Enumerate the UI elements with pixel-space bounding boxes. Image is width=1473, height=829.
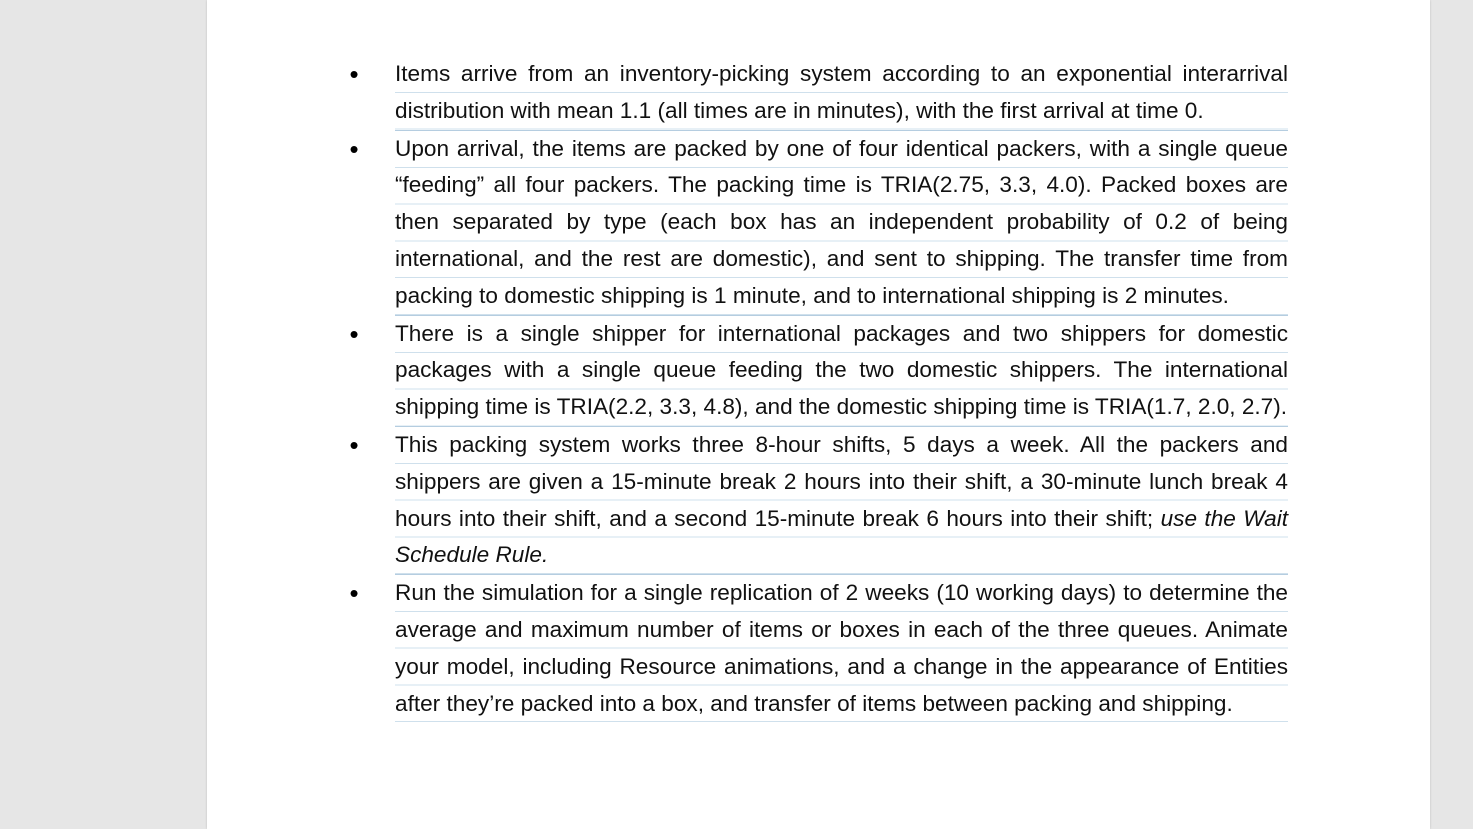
bullet-icon: • xyxy=(349,133,359,164)
list-item xyxy=(349,574,1288,722)
bullet-text-regular: This packing system works three 8-hour shifts, 5 days a week. All the packers and shippers are given a 15-minute break 2 hours into their shift, a 30-minute lunch break 4 hours into their shift, and a second 15-minute break 6 hours into their shift; xyxy=(395,431,1288,531)
bullet-icon: • xyxy=(349,429,359,460)
bullet-icon: • xyxy=(349,318,359,349)
bullet-icon: • xyxy=(349,578,359,609)
document-page xyxy=(207,0,1430,829)
bullet-text-italic: use the Wait Schedule Rule. xyxy=(395,505,1289,568)
bullet-icon: • xyxy=(349,59,359,89)
bullet-list xyxy=(349,56,1289,722)
bullet-text: Items arrive from an inventory-picking system according to an exponential interarrival distribution with mean 1.1 (all times are in minutes), with the first arrival at time 0. xyxy=(395,56,1288,130)
bullet-text xyxy=(395,427,1288,574)
list-item xyxy=(349,315,1288,426)
bullet-text: There is a single shipper for international packages and two shippers for domestic packages with a single queue feeding the two domestic shippers. The international shipping time is TRIA(2.2, 3.3, 4.8), and the domestic shipping time is TRIA(1.7, 2.0, 2.7). xyxy=(395,316,1288,426)
bullet-text: Upon arrival, the items are packed by one of four identical packers, with a single queue “feeding” all four packers. The packing time is TRIA(2.75, 3.3, 4.0). Packed boxes are then separated by type (each box has an independent probability of 0.2 of being international, and the rest are domestic), and sent to shipping. The transfer time from packing to domestic shipping is 1 minute, and to international shipping is 2 minutes. xyxy=(395,131,1288,315)
bullet-text: Run the simulation for a single replication of 2 weeks (10 working days) to determine the average and maximum number of items or boxes in each of the three queues. Animate your model, including Resource animations, and a change in the appearance of Entities after they’re packed into a box, and transfer of items between packing and shipping. xyxy=(395,575,1288,722)
list-item xyxy=(349,56,1288,130)
list-item xyxy=(349,130,1288,315)
list-item xyxy=(349,426,1289,574)
